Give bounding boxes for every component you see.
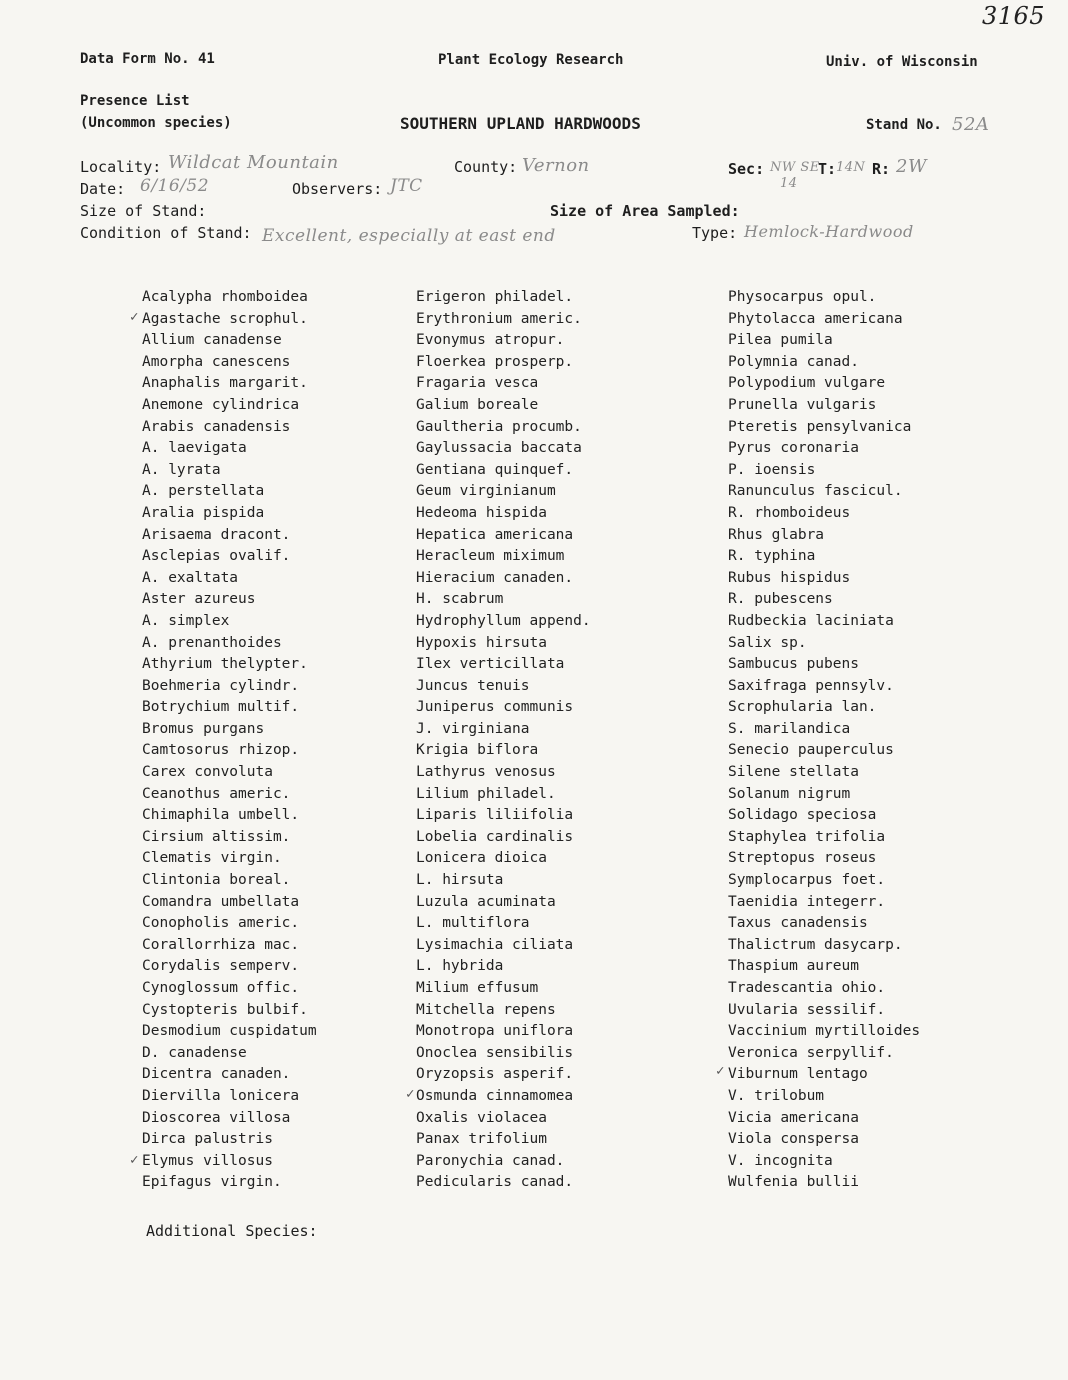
presence-list-label: Presence List: [80, 93, 190, 109]
species-item: Lonicera dioica: [416, 850, 547, 867]
species-item: Desmodium cuspidatum: [142, 1023, 317, 1040]
species-item: Epifagus virgin.: [142, 1174, 282, 1191]
species-item: Taenidia integerr.: [728, 893, 886, 910]
species-item: Corallorrhiza mac.: [142, 936, 300, 953]
species-item: Sambucus pubens: [728, 656, 859, 673]
species-item: Hydrophyllum append.: [416, 612, 591, 629]
species-item: Gaultheria procumb.: [416, 418, 582, 435]
species-item: Ranunculus fascicul.: [728, 483, 903, 500]
check-mark-icon: ✓: [406, 1086, 415, 1102]
species-item: Rhus glabra: [728, 526, 825, 543]
species-item: Anemone cylindrica: [142, 396, 300, 413]
species-item: A. exaltata: [142, 569, 239, 586]
species-item: Camtosorus rhizop.: [142, 742, 300, 759]
species-item: Diervilla lonicera: [142, 1087, 300, 1104]
species-item: Allium canadense: [142, 332, 282, 349]
species-item: Dioscorea villosa: [142, 1109, 291, 1126]
species-item: Osmunda cinnamomea: [416, 1087, 574, 1104]
species-item: R. rhomboideus: [728, 504, 851, 521]
species-item: Aralia pispida: [142, 504, 265, 521]
species-item: Juniperus communis: [416, 699, 574, 716]
species-item: Luzula acuminata: [416, 893, 556, 910]
condition-value: Excellent, especially at east end: [262, 226, 556, 246]
species-item: A. perstellata: [142, 483, 265, 500]
species-item: Viburnum lentago: [728, 1066, 868, 1083]
locality-value: Wildcat Mountain: [168, 152, 339, 173]
species-item: Vicia americana: [728, 1109, 859, 1126]
species-item: Veronica serpyllif.: [728, 1044, 894, 1061]
type-label: Type:: [692, 224, 738, 242]
locality-label: Locality:: [80, 158, 162, 176]
r-label: R:: [872, 160, 891, 178]
check-mark-icon: ✓: [130, 309, 139, 325]
species-item: Elymus villosus: [142, 1152, 273, 1169]
species-item: Cirsium altissim.: [142, 828, 291, 845]
species-item: Vaccinium myrtilloides: [728, 1023, 921, 1040]
species-item: Streptopus roseus: [728, 850, 877, 867]
species-item: A. simplex: [142, 612, 230, 629]
species-item: Tradescantia ohio.: [728, 980, 886, 996]
species-item: Thaspium aureum: [728, 958, 859, 975]
species-item: V. trilobum: [728, 1087, 825, 1104]
species-item: Milium effusum: [416, 980, 539, 996]
species-item: Athyrium thelypter.: [142, 656, 308, 673]
species-item: Clematis virgin.: [142, 850, 282, 867]
species-item: R. pubescens: [728, 591, 833, 608]
species-item: Physocarpus opul.: [728, 289, 877, 305]
species-item: Thalictrum dasycarp.: [728, 936, 903, 953]
species-item: Erythronium americ.: [416, 310, 582, 327]
species-item: Hypoxis hirsuta: [416, 634, 547, 651]
species-item: Phytolacca americana: [728, 310, 903, 327]
check-mark-icon: ✓: [130, 1152, 139, 1168]
university-name: Univ. of Wisconsin: [826, 54, 978, 70]
check-mark-icon: ✓: [716, 1063, 725, 1079]
species-item: Paronychia canad.: [416, 1152, 565, 1169]
species-item: Mitchella repens: [416, 1001, 556, 1018]
species-item: Ceanothus americ.: [142, 785, 291, 802]
size-of-stand-label: Size of Stand:: [80, 202, 207, 220]
species-item: Hepatica americana: [416, 526, 574, 543]
species-item: A. lyrata: [142, 461, 221, 478]
species-item: Pilea pumila: [728, 332, 833, 349]
species-item: A. prenanthoides: [142, 634, 282, 651]
species-item: Amorpha canescens: [142, 353, 291, 370]
species-item: Fragaria vesca: [416, 375, 539, 392]
species-item: V. incognita: [728, 1152, 833, 1169]
species-item: Floerkea prosperp.: [416, 353, 574, 370]
species-item: Senecio pauperculus: [728, 742, 894, 759]
species-item: L. hirsuta: [416, 872, 504, 889]
species-item: Dirca palustris: [142, 1131, 273, 1148]
date-value: 6/16/52: [140, 176, 210, 196]
additional-species-label: Additional Species:: [146, 1222, 318, 1240]
species-item: L. multiflora: [416, 915, 530, 932]
species-item: S. marilandica: [728, 720, 851, 737]
species-item: A. laevigata: [142, 440, 247, 457]
species-column-3: [728, 287, 920, 1194]
size-of-area-label: Size of Area Sampled:: [550, 202, 740, 220]
species-item: Wulfenia bullii: [728, 1174, 859, 1191]
species-item: Symplocarpus foet.: [728, 872, 886, 889]
species-item: Liparis liliifolia: [416, 807, 574, 824]
species-item: Boehmeria cylindr.: [142, 677, 300, 694]
sec-label: Sec:: [728, 160, 765, 178]
species-item: Rubus hispidus: [728, 569, 851, 586]
species-item: Staphylea trifolia: [728, 828, 886, 845]
species-item: J. virginiana: [416, 720, 530, 737]
species-item: Ilex verticillata: [416, 656, 565, 673]
page-number: 3165: [982, 2, 1046, 30]
species-item: Erigeron philadel.: [416, 289, 574, 305]
species-item: Arisaema dracont.: [142, 526, 291, 543]
species-item: Rudbeckia laciniata: [728, 612, 894, 629]
stand-value: 52A: [952, 114, 990, 135]
research-title: Plant Ecology Research: [438, 52, 624, 68]
species-item: Viola conspersa: [728, 1131, 859, 1148]
species-item: Lilium philadel.: [416, 785, 556, 802]
species-item: Lathyrus venosus: [416, 764, 556, 781]
species-item: Comandra umbellata: [142, 893, 300, 910]
species-item: Heracleum miximum: [416, 548, 565, 565]
species-item: Juncus tenuis: [416, 677, 530, 694]
community-title: SOUTHERN UPLAND HARDWOODS: [400, 114, 641, 133]
species-item: Arabis canadensis: [142, 418, 291, 435]
species-item: Prunella vulgaris: [728, 396, 877, 413]
species-item: R. typhina: [728, 548, 816, 565]
species-item: Polypodium vulgare: [728, 375, 886, 392]
species-item: Taxus canadensis: [728, 915, 868, 932]
species-item: Onoclea sensibilis: [416, 1044, 574, 1061]
species-item: Panax trifolium: [416, 1131, 547, 1148]
species-item: Monotropa uniflora: [416, 1023, 574, 1040]
species-item: Hedeoma hispida: [416, 504, 547, 521]
species-item: Asclepias ovalif.: [142, 548, 291, 565]
species-item: Pedicularis canad.: [416, 1174, 574, 1191]
species-column-1: [142, 287, 317, 1194]
species-item: Carex convoluta: [142, 764, 273, 781]
species-item: Galium boreale: [416, 396, 539, 413]
species-item: Hieracium canaden.: [416, 569, 574, 586]
species-item: Agastache scrophul.: [142, 310, 308, 327]
species-item: Evonymus atropur.: [416, 332, 565, 349]
species-item: Oxalis violacea: [416, 1109, 547, 1126]
species-item: Scrophularia lan.: [728, 699, 877, 716]
stand-label: Stand No.: [866, 117, 942, 133]
species-item: Salix sp.: [728, 634, 807, 651]
species-item: Pyrus coronaria: [728, 440, 859, 457]
species-item: Silene stellata: [728, 764, 859, 781]
observers-value: JTC: [390, 176, 423, 196]
species-item: Cynoglossum offic.: [142, 980, 300, 996]
type-value: Hemlock-Hardwood: [744, 222, 914, 241]
species-item: H. scabrum: [416, 591, 504, 608]
species-item: P. ioensis: [728, 461, 816, 478]
species-item: L. hybrida: [416, 958, 504, 975]
county-value: Vernon: [522, 155, 590, 176]
t-value: 14N: [836, 160, 866, 175]
uncommon-species-label: (Uncommon species): [80, 115, 232, 131]
species-item: Solidago speciosa: [728, 807, 877, 824]
sec-value: NW SE: [770, 160, 820, 175]
species-item: Lobelia cardinalis: [416, 828, 574, 845]
observers-label: Observers:: [292, 180, 383, 198]
species-item: Saxifraga pennsylv.: [728, 677, 894, 694]
species-item: Aster azureus: [142, 591, 256, 608]
species-item: Geum virginianum: [416, 483, 556, 500]
species-item: Oryzopsis asperif.: [416, 1066, 574, 1083]
species-item: Dicentra canaden.: [142, 1066, 291, 1083]
species-item: Polymnia canad.: [728, 353, 859, 370]
county-label: County:: [454, 158, 518, 176]
species-column-2: [416, 287, 591, 1194]
species-item: Solanum nigrum: [728, 785, 851, 802]
form-number: Data Form No. 41: [80, 51, 215, 67]
species-item: Anaphalis margarit.: [142, 375, 308, 392]
species-item: Chimaphila umbell.: [142, 807, 300, 824]
species-item: Uvularia sessilif.: [728, 1001, 886, 1018]
sec-value-2: 14: [780, 176, 798, 191]
species-item: Pteretis pensylvanica: [728, 418, 912, 435]
t-label: T:: [818, 160, 837, 178]
species-item: D. canadense: [142, 1044, 247, 1061]
r-value: 2W: [896, 156, 927, 177]
species-item: Gentiana quinquef.: [416, 461, 574, 478]
species-item: Gaylussacia baccata: [416, 440, 582, 457]
species-item: Botrychium multif.: [142, 699, 300, 716]
species-item: Bromus purgans: [142, 720, 265, 737]
species-item: Krigia biflora: [416, 742, 539, 759]
species-item: Clintonia boreal.: [142, 872, 291, 889]
species-item: Conopholis americ.: [142, 915, 300, 932]
species-item: Lysimachia ciliata: [416, 936, 574, 953]
condition-label: Condition of Stand:: [80, 224, 252, 242]
species-item: Corydalis semperv.: [142, 958, 300, 975]
date-label: Date:: [80, 180, 126, 198]
species-item: Acalypha rhomboidea: [142, 289, 308, 305]
species-item: Cystopteris bulbif.: [142, 1001, 308, 1018]
